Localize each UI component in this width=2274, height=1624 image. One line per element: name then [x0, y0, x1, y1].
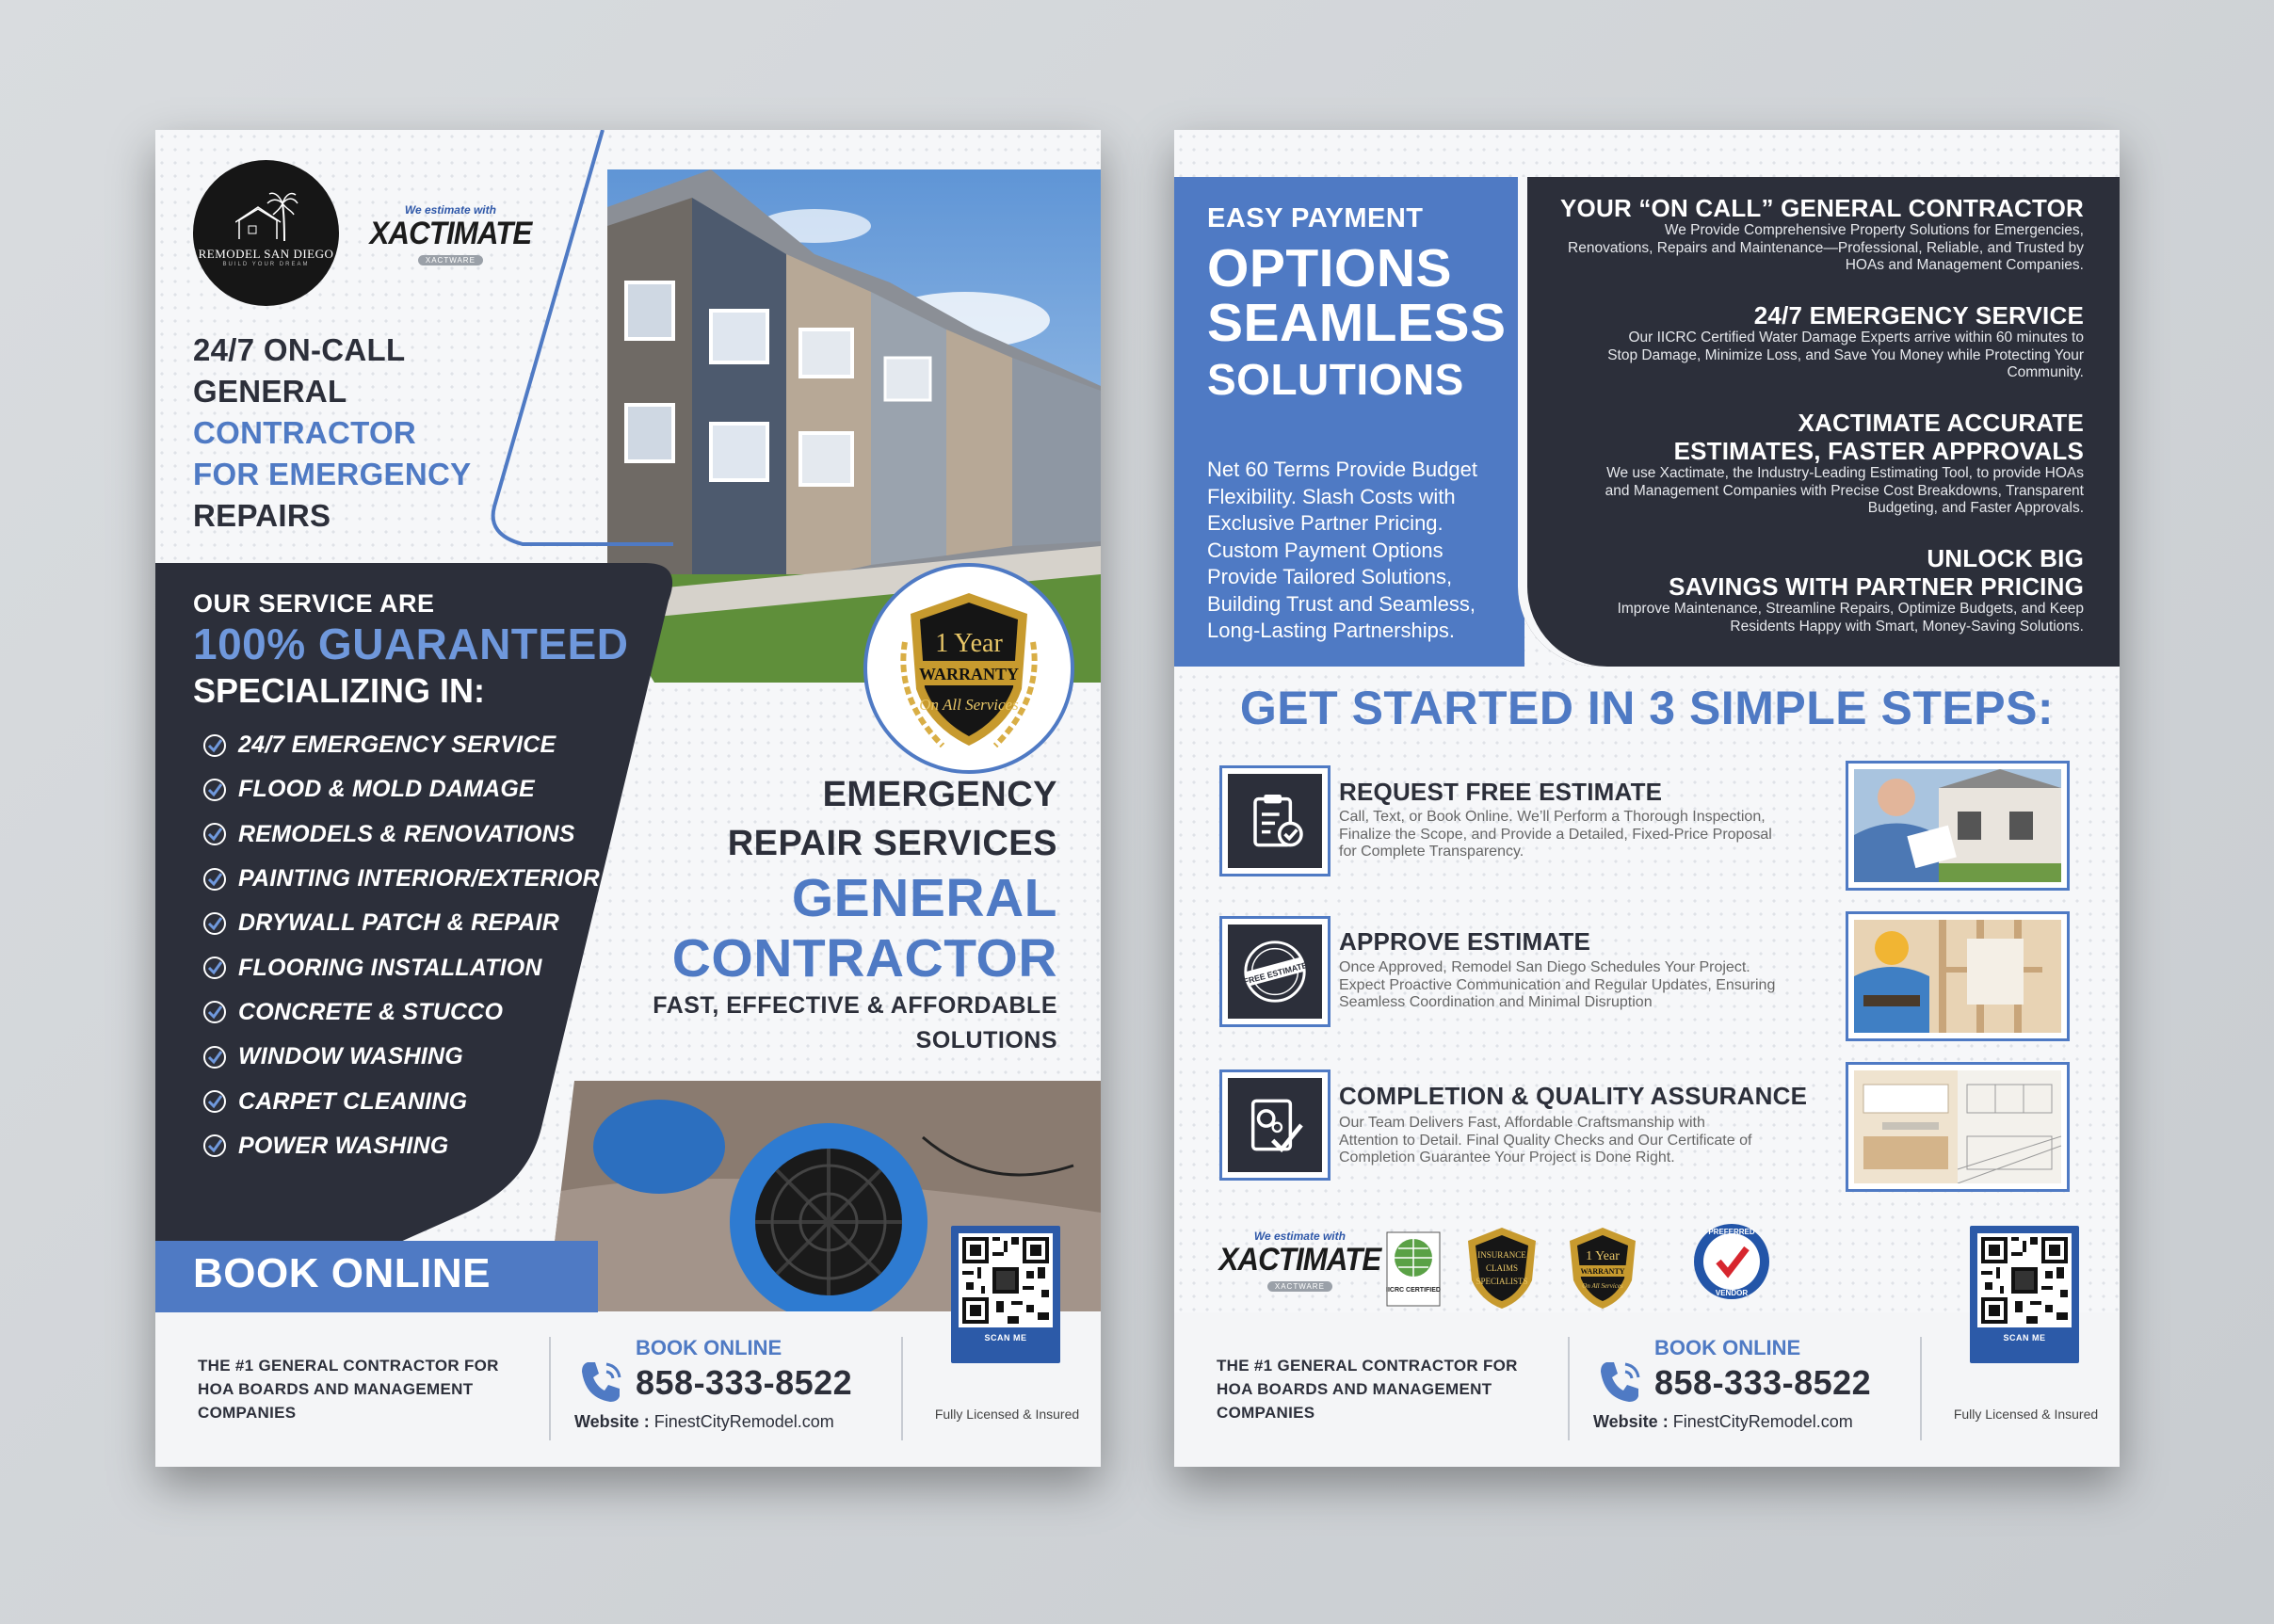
xactware-label: XACTWARE: [418, 255, 483, 265]
vendor-line: VENDOR: [1715, 1289, 1749, 1297]
service-label: CARPET CLEANING: [238, 1087, 468, 1115]
footer-book-online: BOOK ONLINE: [1654, 1336, 1801, 1359]
service-label: DRYWALL PATCH & REPAIR: [238, 909, 559, 937]
step-desc-line: Call, Text, or Book Online. We’ll Perform a Thorough Inspection,: [1339, 809, 1766, 825]
step-desc-line: Attention to Detail. Final Quality Checks and Our Certificate of: [1339, 1132, 1752, 1149]
feature-desc: HOAs and Management Companies.: [1845, 257, 2084, 273]
feature-title: UNLOCK BIG: [1927, 544, 2084, 572]
feature-on-call: [1560, 194, 2084, 275]
service-label: WINDOW WASHING: [238, 1043, 463, 1070]
free-estimate-text: FREE ESTIMATE: [1242, 959, 1309, 987]
iicrc-text: IICRC CERTIFIED: [1386, 1287, 1441, 1294]
list-item: [202, 812, 600, 857]
steps-title: GET STARTED IN 3 SIMPLE STEPS:: [1239, 682, 2055, 734]
warranty-line-1: 1 Year: [935, 629, 1003, 658]
warranty-seal: [863, 563, 1074, 774]
list-item: [202, 901, 600, 945]
step-1-desc: [1339, 809, 1800, 861]
step-desc-line: Expect Proactive Communication and Regular Updates, Ensuring: [1339, 976, 1776, 993]
feature-savings: [1618, 544, 2084, 635]
logo-tagline: BUILD YOUR DREAM: [222, 262, 310, 267]
qr-code-icon: [959, 1233, 1053, 1327]
website-link[interactable]: FinestCityRemodel.com: [1672, 1412, 1853, 1431]
qr-code-icon: [1977, 1233, 2072, 1327]
check-circle-icon: [202, 733, 227, 758]
preferred-vendor-badge: [1692, 1222, 1771, 1301]
emergency-line-2: REPAIR SERVICES: [727, 824, 1057, 863]
flyer-front: [155, 130, 1101, 1467]
solutions-line: SOLUTIONS: [1207, 355, 1464, 404]
insurance-claims-badge: [1457, 1222, 1547, 1312]
list-item: [202, 767, 600, 812]
list-item: [202, 857, 600, 901]
warranty-badge-small: [1560, 1222, 1645, 1312]
feature-xactimate: [1605, 409, 2084, 518]
website-label: Website :: [1593, 1412, 1669, 1431]
feature-desc: Stop Damage, Minimize Loss, and Save You Money while Protecting Your: [1607, 346, 2084, 363]
warranty-shield-icon: [867, 567, 1071, 770]
step-desc-line: Seamless Coordination and Minimal Disruption: [1339, 994, 1653, 1010]
gc-line-2: CONTRACTOR: [671, 928, 1057, 989]
insurance-line: INSURANCE: [1477, 1250, 1526, 1260]
footer-divider: [1568, 1337, 1570, 1440]
headline-line-2: GENERAL: [193, 374, 347, 409]
service-label: REMODELS & RENOVATIONS: [238, 820, 575, 847]
step-desc-line: Completion Guarantee Your Project is Done Right.: [1339, 1150, 1675, 1166]
service-label: FLOOD & MOLD DAMAGE: [238, 776, 535, 803]
step-2-icon-box: [1219, 916, 1331, 1027]
feature-title: YOUR “ON CALL” GENERAL CONTRACTOR: [1560, 194, 2084, 222]
website-label: Website :: [574, 1412, 650, 1431]
list-item: [202, 1124, 600, 1168]
headline-line-3: CONTRACTOR: [193, 415, 417, 450]
service-label: FLOORING INSTALLATION: [238, 954, 542, 981]
step-3-desc: [1339, 1115, 1800, 1167]
warranty-line-2: WARRANTY: [918, 665, 1020, 683]
check-circle-icon: [202, 1089, 227, 1114]
warranty-line-3: On All Services: [919, 696, 1019, 714]
step-3-icon-box: [1219, 1069, 1331, 1181]
feature-title: ESTIMATES, FASTER APPROVALS: [1673, 437, 2084, 465]
front-footer: [155, 1312, 1101, 1467]
website-link[interactable]: FinestCityRemodel.com: [653, 1412, 834, 1431]
tagline-line-1: FAST, EFFECTIVE & AFFORDABLE: [653, 992, 1057, 1019]
warranty-line-2: WARRANTY: [1580, 1267, 1625, 1276]
headline-line-1: 24/7 ON-CALL: [193, 332, 406, 367]
list-item: [202, 1079, 600, 1123]
step-desc-line: Finalize the Scope, and Provide a Detailed, Fixed-Price Proposal: [1339, 826, 1772, 843]
step-1-icon-box: [1219, 765, 1331, 876]
qr-code[interactable]: [951, 1226, 1060, 1363]
preferred-line: PREFERRED: [1708, 1228, 1755, 1236]
emergency-line-1: EMERGENCY: [822, 775, 1057, 814]
licensed-text: Fully Licensed & Insured: [934, 1407, 1080, 1422]
service-intro: OUR SERVICE ARE: [193, 589, 435, 618]
check-circle-icon: [202, 956, 227, 980]
list-item: [202, 723, 600, 767]
feature-desc: Residents Happy with Smart, Money-Saving Solutions.: [1730, 618, 2084, 635]
services-header: [193, 589, 629, 713]
footer-tagline: THE #1 GENERAL CONTRACTOR FOR HOA BOARDS AND MANAGEMENT COMPANIES: [1217, 1357, 1518, 1422]
blue-swoosh: [438, 130, 673, 601]
list-item: [202, 990, 600, 1035]
emergency-block: [653, 770, 1057, 1058]
feature-title: SAVINGS WITH PARTNER PRICING: [1669, 572, 2084, 601]
house-palm-icon: [235, 192, 299, 245]
step-1-title: REQUEST FREE ESTIMATE: [1339, 778, 1663, 806]
check-circle-icon: [202, 822, 227, 846]
headline-line-5: REPAIRS: [193, 498, 331, 533]
book-online-button[interactable]: BOOK ONLINE: [155, 1241, 598, 1312]
service-label: 24/7 EMERGENCY SERVICE: [238, 732, 556, 759]
feature-desc: Budgeting, and Faster Approvals.: [1867, 500, 2084, 516]
step-desc-line: Once Approved, Remodel San Diego Schedules Your Project.: [1339, 959, 1750, 975]
step-desc-line: for Complete Transparency.: [1339, 844, 1524, 860]
feature-desc: Our IICRC Certified Water Damage Experts arrive within 60 minutes to: [1628, 330, 2084, 346]
options-line: OPTIONS: [1207, 238, 1453, 298]
remodel-san-diego-logo: [193, 160, 339, 306]
inspection-photo: [1854, 769, 2061, 882]
check-circle-icon: [202, 867, 227, 892]
feature-desc: and Management Companies with Precise Cost Breakdowns, Transparent: [1605, 482, 2084, 499]
step-3-title: COMPLETION & QUALITY ASSURANCE: [1339, 1082, 1808, 1110]
specializing-text: SPECIALIZING IN:: [193, 671, 486, 710]
xactware-label: XACTWARE: [1267, 1281, 1332, 1292]
front-headline: [193, 330, 471, 537]
gc-line-1: GENERAL: [791, 868, 1057, 928]
free-estimate-stamp-icon: [1238, 935, 1312, 1008]
warranty-line-1: 1 Year: [1586, 1249, 1620, 1263]
scan-me-label: SCAN ME: [984, 1333, 1027, 1343]
check-circle-icon: [202, 1000, 227, 1024]
step-2-photo: [1846, 911, 2070, 1041]
options-seamless: [1207, 238, 1507, 353]
feature-emergency: [1607, 301, 2084, 382]
payment-panel: [1174, 177, 1524, 667]
feature-desc: Community.: [2007, 364, 2084, 380]
check-circle-icon: [202, 1045, 227, 1069]
easy-payment: EASY PAYMENT: [1207, 203, 1424, 233]
service-label: POWER WASHING: [238, 1132, 449, 1159]
step-2-title: APPROVE ESTIMATE: [1339, 927, 1591, 956]
claims-line: CLAIMS: [1485, 1263, 1519, 1273]
footer-website: [574, 1412, 834, 1432]
feature-title: 24/7 EMERGENCY SERVICE: [1753, 301, 2084, 330]
xactimate-badge-back: [1212, 1230, 1388, 1294]
check-circle-icon: [202, 778, 227, 802]
step-2-desc: [1339, 959, 1800, 1012]
footer-book-online: BOOK ONLINE: [636, 1336, 782, 1359]
feature-desc: We use Xactimate, the Industry-Leading Estimating Tool, to provide HOAs: [1606, 465, 2084, 481]
feature-desc: We Provide Comprehensive Property Solutions for Emergencies,: [1664, 222, 2084, 238]
specialists-line: SPECIALISTS: [1476, 1277, 1528, 1286]
phone-number[interactable]: 858-333-8522: [1654, 1363, 1872, 1402]
service-label: PAINTING INTERIOR/EXTERIOR: [238, 865, 600, 892]
quality-check-icon: [1242, 1092, 1308, 1158]
step-3-photo: [1846, 1062, 2070, 1192]
services-list: [202, 723, 600, 1168]
licensed-text: Fully Licensed & Insured: [1953, 1407, 2099, 1422]
step-desc-line: Our Team Delivers Fast, Affordable Craftsmanship with: [1339, 1115, 1705, 1131]
footer-divider: [549, 1337, 551, 1440]
kitchen-photo: [1854, 1070, 2061, 1183]
scan-me-label: SCAN ME: [2003, 1333, 2046, 1343]
phone-icon: [574, 1355, 627, 1407]
step-1-photo: [1846, 761, 2070, 891]
seamless-line: SEAMLESS: [1207, 293, 1507, 353]
guaranteed-text: 100% GUARANTEED: [193, 619, 629, 668]
iicrc-badge: [1386, 1231, 1441, 1307]
xactimate-name: XACTIMATE: [1218, 1242, 1381, 1278]
list-item: [202, 945, 600, 989]
framing-photo: [1854, 920, 2061, 1033]
footer-divider: [901, 1337, 903, 1440]
check-circle-icon: [202, 1134, 227, 1158]
xactimate-name: XACTIMATE: [369, 216, 532, 251]
feature-desc: Improve Maintenance, Streamline Repairs, Optimize Budgets, and Keep: [1617, 601, 2084, 617]
xactimate-we: We estimate with: [1253, 1230, 1346, 1243]
phone-icon: [1593, 1355, 1646, 1407]
xactimate-we: We estimate with: [404, 203, 496, 217]
footer-tagline: THE #1 GENERAL CONTRACTOR FOR HOA BOARDS AND MANAGEMENT COMPANIES: [198, 1357, 499, 1422]
feature-desc: Renovations, Repairs and Maintenance—Professional, Reliable, and Trusted by: [1568, 239, 2084, 256]
back-footer: [1174, 1312, 2120, 1467]
phone-number[interactable]: 858-333-8522: [636, 1363, 853, 1402]
tagline-line-2: SOLUTIONS: [915, 1027, 1057, 1053]
logo-name: REMODEL SAN DIEGO: [198, 247, 334, 261]
feature-title: XACTIMATE ACCURATE: [1798, 409, 2084, 437]
flyer-back: [1174, 130, 2120, 1467]
check-circle-icon: [202, 911, 227, 936]
payment-description: Net 60 Terms Provide Budget Flexibility. Slash Costs with Exclusive Partner Pricing. Custom Payment Options Provide Tailored Solutions, Building Trust and Seamless, Long-Lasting Partnerships.: [1207, 458, 1477, 642]
qr-code[interactable]: [1970, 1226, 2079, 1363]
footer-divider: [1920, 1337, 1922, 1440]
list-item: [202, 1035, 600, 1079]
warranty-line-3: On All Services: [1582, 1282, 1623, 1290]
features-panel: [1518, 177, 2120, 667]
service-label: CONCRETE & STUCCO: [238, 998, 504, 1025]
footer-website: [1593, 1412, 1853, 1432]
clipboard-icon: [1242, 788, 1308, 854]
headline-line-4: FOR EMERGENCY: [193, 457, 472, 491]
badges-row: [1212, 1222, 1777, 1326]
